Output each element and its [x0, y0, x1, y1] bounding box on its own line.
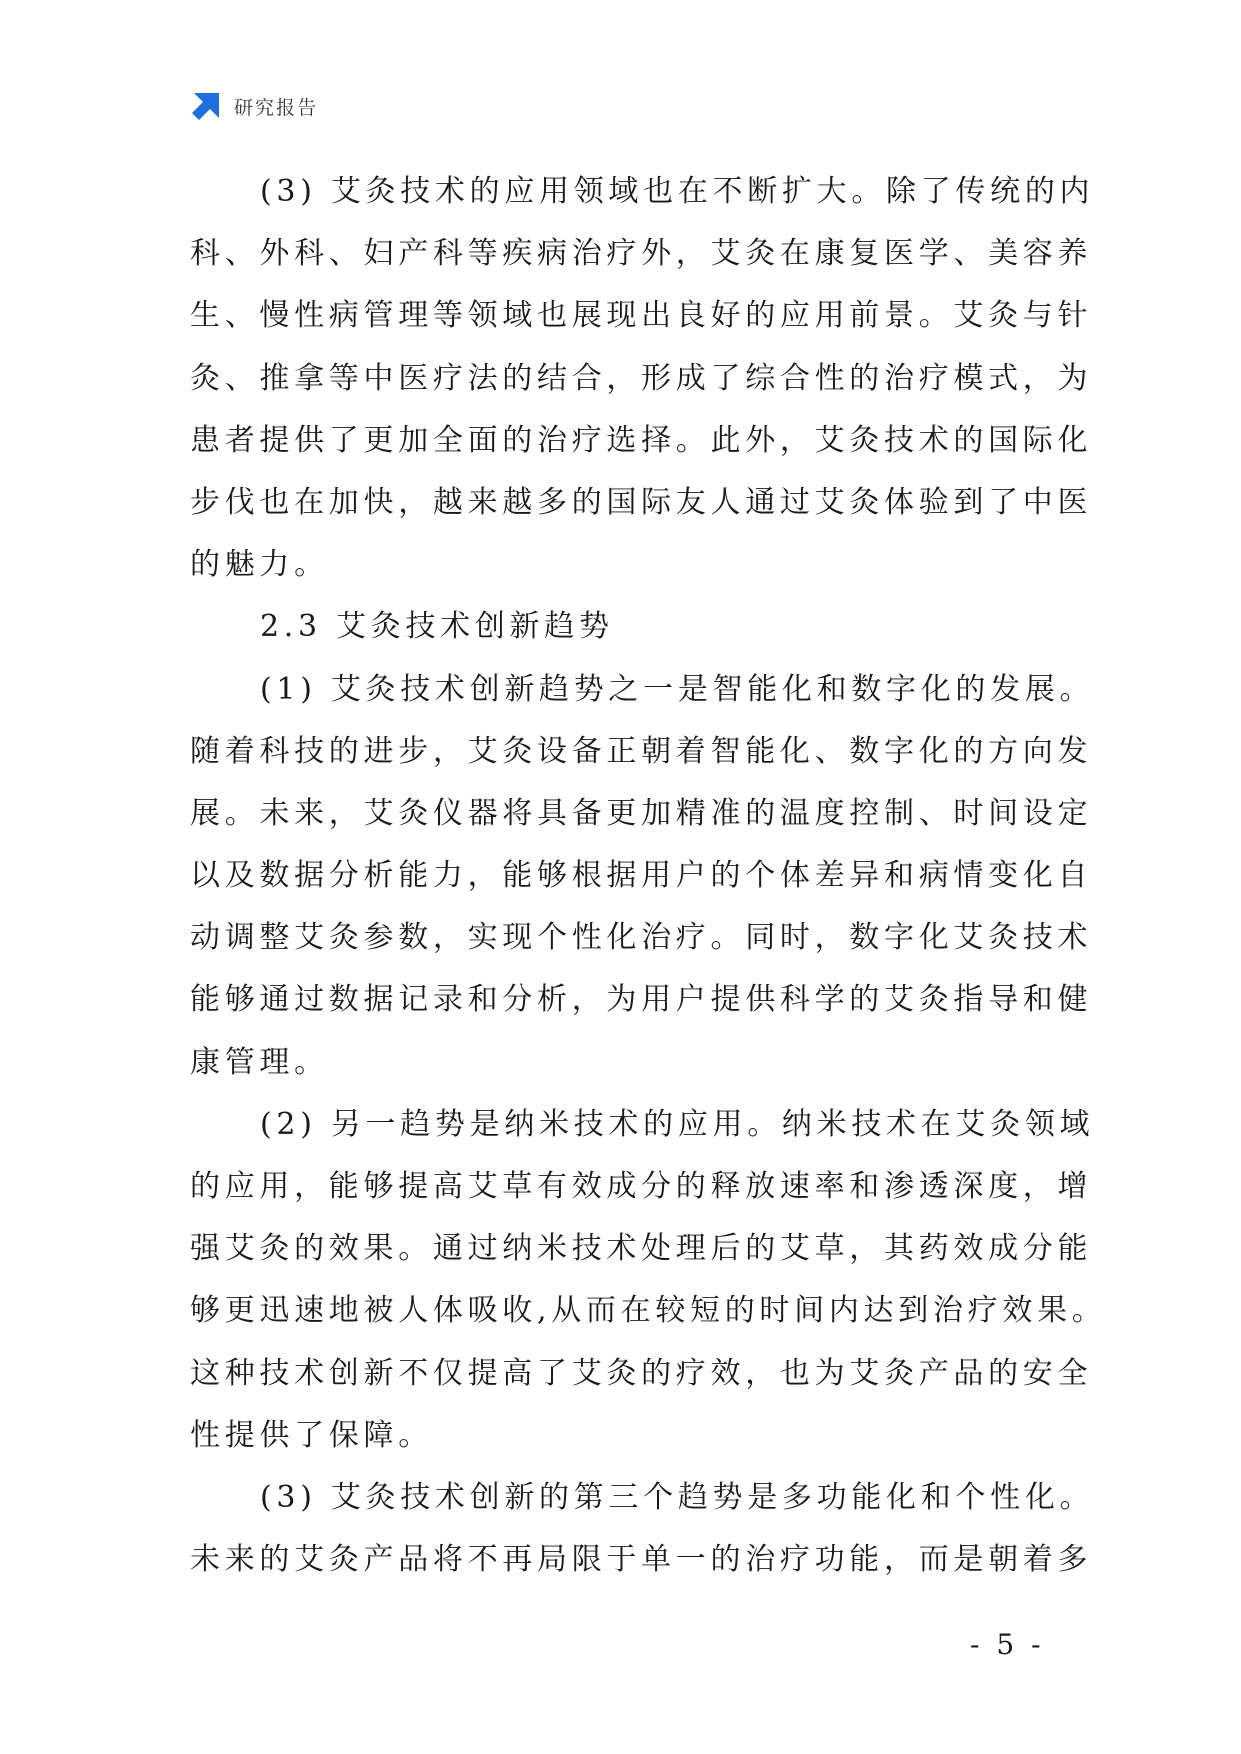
- text-line: 科、外科、妇产科等疾病治疗外，艾灸在康复医学、美容养: [190, 236, 1093, 272]
- text-line: 灸、推拿等中医疗法的结合，形成了综合性的治疗模式，为: [190, 360, 1093, 396]
- text-line: 患者提供了更加全面的治疗选择。此外，艾灸技术的国际化: [190, 422, 1093, 458]
- text-line: 的应用，能够提高艾草有效成分的释放速率和渗透深度，增: [190, 1169, 1093, 1204]
- paragraph: [190, 161, 1095, 596]
- text-line: 性提供了保障。: [190, 1417, 433, 1453]
- text-line: 未来的艾灸产品将不再局限于单一的治疗功能，而是朝着多: [190, 1542, 1093, 1578]
- text-line: 的魅力。: [190, 547, 329, 583]
- document-body: [190, 161, 1107, 1591]
- text-line: 生、慢性病管理等领域也展现出良好的应用前景。艾灸与针: [190, 298, 1093, 334]
- section-heading: 2.3 艾灸技术创新趋势: [260, 609, 614, 645]
- text-line: 步伐也在加快，越来越多的国际友人通过艾灸体验到了中医: [190, 484, 1093, 520]
- text-line: 展。未来，艾灸仪器将具备更加精准的温度控制、时间设定: [190, 795, 1093, 831]
- text-line: 能够通过数据记录和分析，为用户提供科学的艾灸指导和健: [190, 982, 1093, 1018]
- text-line: 康管理。: [190, 1044, 329, 1080]
- header-title: 研究报告: [234, 96, 319, 119]
- paragraph: [190, 1467, 1095, 1591]
- text-line: 以及数据分析能力，能够根据用户的个体差异和病情变化自: [190, 858, 1093, 894]
- paragraph: [190, 1094, 1107, 1467]
- text-line: (2) 另一趋势是纳米技术的应用。纳米技术在艾灸领域: [260, 1106, 1095, 1142]
- text-line: 这种技术创新不仅提高了艾灸的疗效，也为艾灸产品的安全: [190, 1355, 1093, 1391]
- text-line: (3) 艾灸技术创新的第三个趋势是多功能化和个性化。: [260, 1479, 1095, 1515]
- paragraph: [190, 659, 1095, 1094]
- diagonal-arrow-logo-icon: [190, 90, 222, 122]
- text-line: 强艾灸的效果。通过纳米技术处理后的艾草，其药效成分能: [190, 1231, 1093, 1267]
- text-line: 随着科技的进步，艾灸设备正朝着智能化、数字化的方向发: [190, 733, 1093, 769]
- text-line: (3) 艾灸技术的应用领域也在不断扩大。除了传统的内: [260, 174, 1095, 209]
- text-line: 够更迅速地被人体吸收,从而在较短的时间内达到治疗效果。: [190, 1293, 1107, 1329]
- text-line: (1) 艾灸技术创新趋势之一是智能化和数字化的发展。: [260, 671, 1095, 707]
- page-header: [190, 88, 318, 124]
- text-line: 动调整艾灸参数，实现个性化治疗。同时，数字化艾灸技术: [190, 920, 1093, 956]
- page-number: - 5 -: [970, 1628, 1045, 1661]
